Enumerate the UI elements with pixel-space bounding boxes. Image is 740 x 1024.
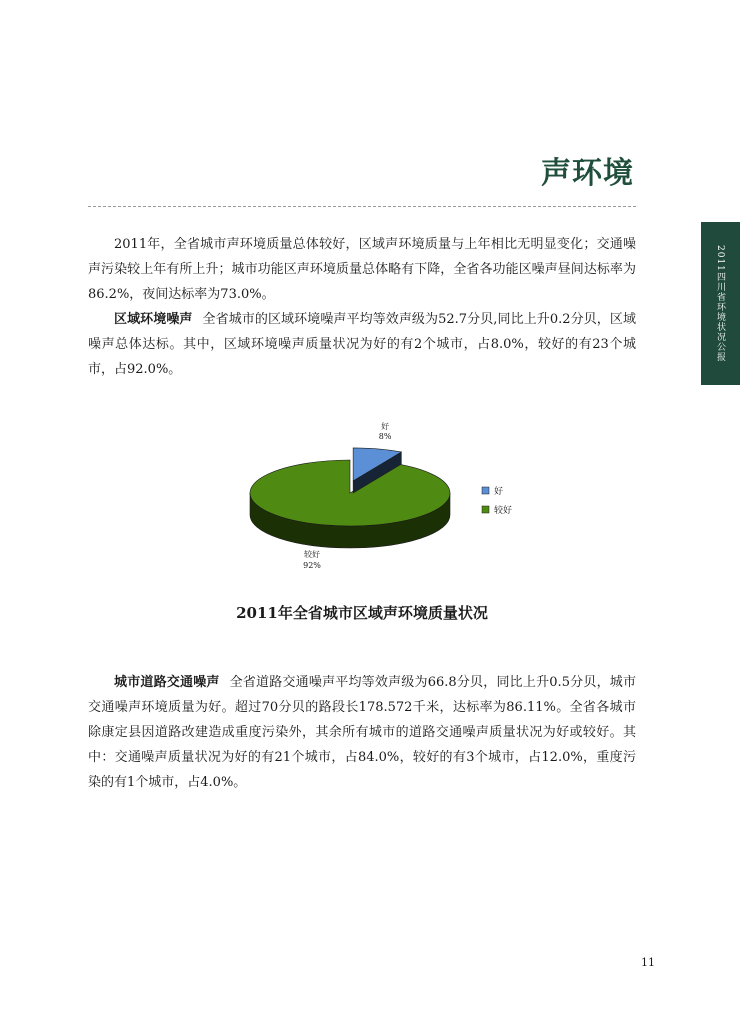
title-divider <box>88 206 636 207</box>
regional-noise-paragraph <box>88 307 636 382</box>
pie-slice-larger <box>250 460 450 526</box>
road-text-block <box>88 670 636 795</box>
intro-text-block <box>88 232 636 382</box>
legend-label: 好 <box>494 487 504 497</box>
road-noise-body: 全省道路交通噪声平均等效声级为66.8分贝，同比上升0.5分贝，城市交通噪声环境质量为好。超过70分贝的路段长178.572千米，达标率为86.11%。全省各城市除康定县因道路改建造成重度污染外，其余所有城市的道路交通噪声质量状况为好或较好。其中：交通噪声质量状况为好的有21个城市，占84.0%，较好的有3个城市，占12.0%，重度污染的有1个城市，占4.0%。 <box>88 675 636 790</box>
legend-swatch <box>482 487 489 494</box>
regional-noise-heading: 区域环境噪声 <box>114 312 193 327</box>
pie-chart <box>240 415 540 577</box>
chart-caption: 2011年全省城市区域声环境质量状况 <box>236 604 488 622</box>
side-tab <box>701 222 740 385</box>
road-noise-paragraph <box>88 670 636 795</box>
page-number: 11 <box>641 956 655 969</box>
data-label-larger: 较好 92% <box>303 550 321 570</box>
intro-paragraph: 2011年，全省城市声环境质量总体较好，区域声环境质量与上年相比无明显变化；交通噪声污染较上年有所上升；城市功能区声环境质量总体略有下降，全省各功能区噪声昼间达标率为86.2%，夜间达标率为73.0%。 <box>88 237 636 302</box>
regional-noise-body: 全省城市的区域环境噪声平均等效声级为52.7分贝,同比上升0.2分贝，区域噪声总体达标。其中，区域环境噪声质量状况为好的有2个城市，占8.0%，较好的有23个城市，占92.0%。 <box>88 312 636 377</box>
road-noise-heading: 城市道路交通噪声 <box>114 675 220 690</box>
side-tab-label: 2011四川省环境状况公报 <box>715 245 725 362</box>
legend-label: 较好 <box>494 506 513 516</box>
legend-swatch <box>482 506 489 513</box>
data-label-smaller: 好 8% <box>378 422 392 441</box>
section-title: 声环境 <box>541 156 634 191</box>
